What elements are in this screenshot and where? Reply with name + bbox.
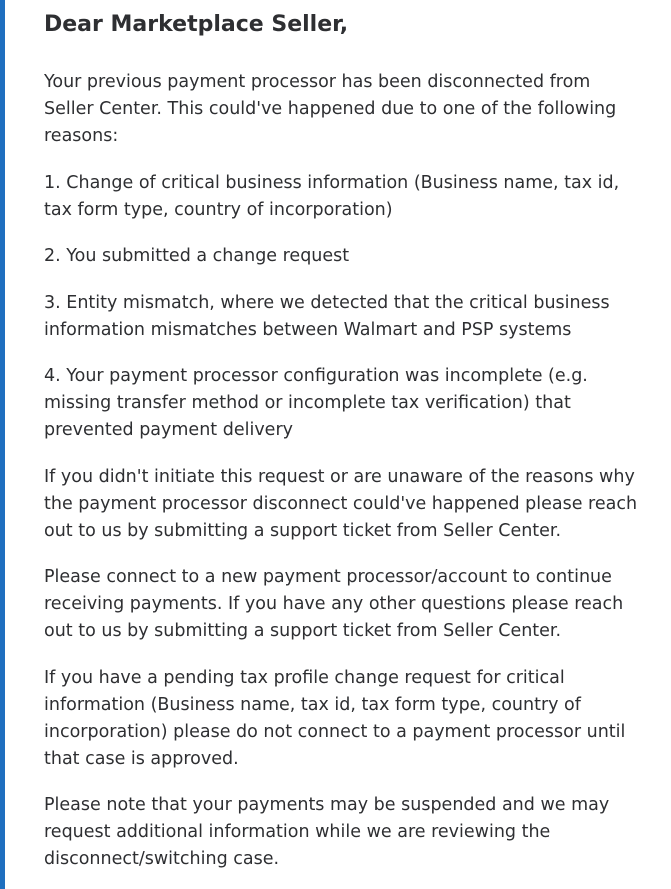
payments-suspended-paragraph: Please note that your payments may be suspended and we may request additional information while we are reviewing the disconnect/switching case. [44,795,610,869]
letter-body [44,8,644,889]
reason-4-paragraph: 4. Your payment processor configuration was incomplete (e.g. missing transfer method or incomplete tax verification) that prevented payment delivery [44,366,588,440]
reason-3-paragraph: 3. Entity mismatch, where we detected that the critical business information mismatches between Walmart and PSP systems [44,292,610,340]
greeting-heading: Dear Marketplace Seller, [44,12,349,37]
left-accent-bar [0,0,5,889]
reason-2-paragraph: 2. You submitted a change request [44,246,350,266]
reason-1-paragraph: 1. Change of critical business information (Business name, tax id, tax form type, country of incorporation) [44,172,620,220]
connect-new-processor-paragraph: Please connect to a new payment processor/account to continue receiving payments. If you have any other questions please reach out to us by submitting a support ticket from Seller Center. [44,567,624,641]
intro-paragraph: Your previous payment processor has been disconnected from Seller Center. This could've happened due to one of the following reasons: [44,72,617,146]
unaware-paragraph: If you didn't initiate this request or are unaware of the reasons why the payment processor disconnect could've happened please reach out to us by submitting a support ticket from Seller Center. [44,466,638,541]
pending-tax-change-paragraph: If you have a pending tax profile change request for critical information (Business name, tax id, tax form type, country of incorporation) please do not connect to a payment processor until that case is approved. [44,667,626,769]
